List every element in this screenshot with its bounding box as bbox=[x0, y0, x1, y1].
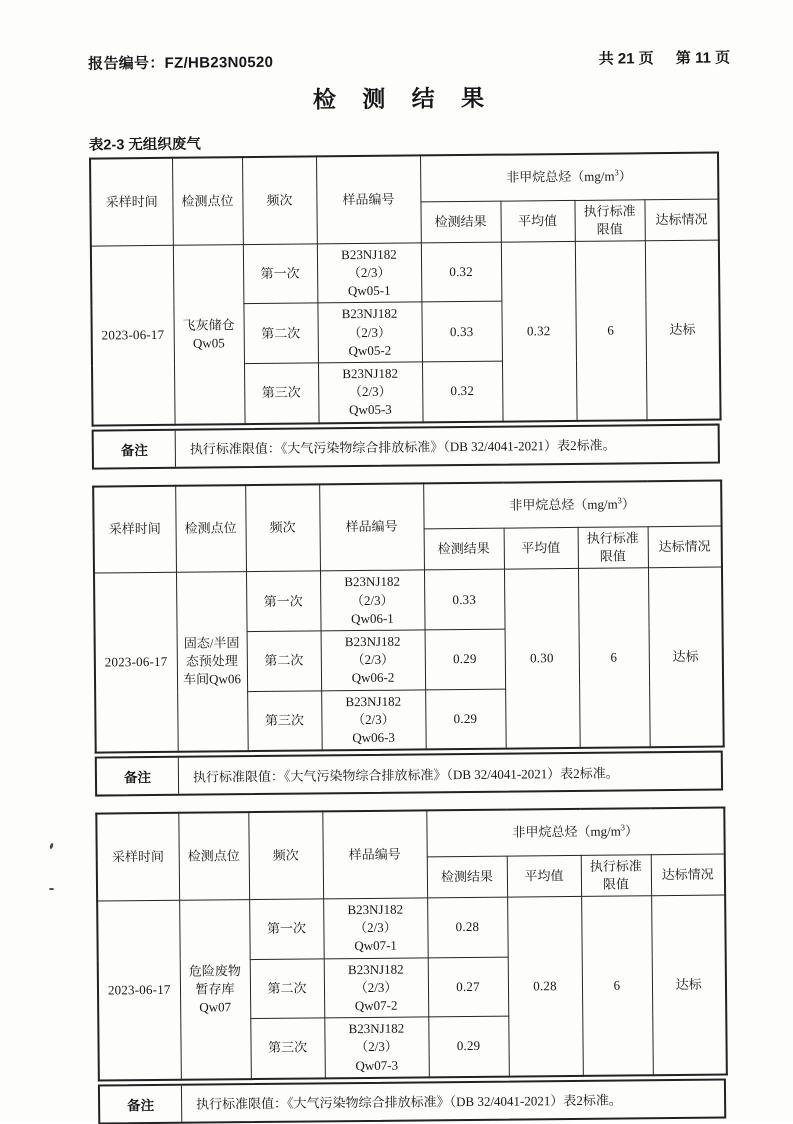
cell-point: 飞灰储仓Qw05 bbox=[173, 245, 245, 425]
cell-sample-no: B23NJ182（2/3） Qw06-3 bbox=[321, 689, 426, 750]
col-header-sample-no: 样品编号 bbox=[319, 483, 424, 571]
cell-frequency: 第一次 bbox=[249, 899, 324, 959]
col-header-average: 平均值 bbox=[500, 200, 574, 242]
page-title: 检 测 结 果 bbox=[312, 84, 495, 113]
nmhc-superscript: 3 bbox=[620, 822, 626, 833]
cell-point: 固态/半固态预处理车间Qw06 bbox=[176, 572, 248, 752]
table-row bbox=[94, 567, 723, 633]
cell-sample-no: B23NJ182（2/3） Qw07-2 bbox=[324, 957, 429, 1018]
nmhc-superscript: 3 bbox=[617, 494, 622, 505]
col-header-limit: 执行标准限值 bbox=[581, 854, 651, 896]
cell-sample-date: 2023-06-17 bbox=[94, 573, 178, 753]
cell-result: 0.28 bbox=[427, 897, 508, 957]
cell-frequency: 第三次 bbox=[247, 690, 322, 751]
note-label: 备注 bbox=[94, 430, 176, 467]
result-table-qw05 bbox=[89, 152, 722, 470]
nmhc-label-close: ） bbox=[621, 496, 636, 512]
cell-status: 达标 bbox=[648, 567, 724, 747]
col-header-nmhc-group bbox=[420, 153, 718, 202]
col-header-status: 达标情况 bbox=[644, 199, 718, 241]
cell-average: 0.32 bbox=[501, 241, 577, 421]
col-header-frequency: 频次 bbox=[242, 156, 317, 244]
col-header-frequency: 频次 bbox=[245, 484, 320, 572]
cell-sample-no: B23NJ182（2/3） Qw05-2 bbox=[317, 302, 422, 363]
cell-result: 0.27 bbox=[428, 957, 509, 1017]
table-header-row bbox=[90, 153, 718, 205]
report-number-value: FZ/HB23N0520 bbox=[164, 53, 274, 72]
cell-result: 0.29 bbox=[425, 629, 506, 689]
cell-limit: 6 bbox=[581, 896, 653, 1076]
col-header-point: 检测点位 bbox=[172, 157, 243, 245]
col-header-average: 平均值 bbox=[507, 855, 581, 897]
cell-result: 0.29 bbox=[425, 689, 506, 750]
note-text: 执行标准限值：《大气污染物综合排放标准》（DB 32/4041-2021）表2标准。 bbox=[196, 1092, 622, 1112]
cell-sample-no: B23NJ182（2/3） Qw07-1 bbox=[323, 898, 428, 959]
col-header-result: 检测结果 bbox=[420, 201, 500, 243]
nmhc-label: 非甲烷总烃（mg/m bbox=[506, 168, 615, 185]
nmhc-label: 非甲烷总烃（mg/m bbox=[512, 823, 621, 840]
col-header-nmhc-group bbox=[426, 808, 724, 857]
table-row bbox=[97, 895, 726, 961]
cell-result: 0.33 bbox=[421, 302, 502, 362]
col-header-point: 检测点位 bbox=[178, 812, 249, 900]
cell-result: 0.29 bbox=[428, 1016, 509, 1077]
col-header-point: 检测点位 bbox=[175, 485, 246, 573]
col-header-sample-no: 样品编号 bbox=[322, 811, 427, 899]
col-header-limit: 执行标准限值 bbox=[578, 527, 648, 569]
report-number-label: 报告编号： bbox=[88, 54, 165, 73]
cell-sample-no: B23NJ182（2/3） Qw07-3 bbox=[324, 1017, 429, 1078]
note-row bbox=[92, 423, 720, 469]
col-header-frequency: 频次 bbox=[248, 812, 323, 900]
table-row bbox=[91, 240, 720, 306]
col-header-sample-no: 样品编号 bbox=[316, 155, 421, 243]
cell-sample-date: 2023-06-17 bbox=[91, 245, 175, 425]
results-grid bbox=[89, 152, 722, 427]
col-header-result: 检测结果 bbox=[427, 856, 507, 898]
scan-speck bbox=[49, 843, 54, 850]
note-text: 执行标准限值：《大气污染物综合排放标准》（DB 32/4041-2021）表2标准。 bbox=[192, 765, 619, 785]
cell-result: 0.32 bbox=[422, 361, 503, 422]
pages-total: 共 21 页 bbox=[598, 50, 654, 68]
cell-result: 0.33 bbox=[424, 570, 505, 630]
table-caption: 表2-3 无组织废气 bbox=[88, 136, 201, 154]
cell-result: 0.32 bbox=[421, 242, 502, 302]
page-current: 第 11 页 bbox=[675, 49, 731, 67]
cell-status: 达标 bbox=[645, 240, 721, 420]
cell-sample-no: B23NJ182（2/3） Qw06-1 bbox=[320, 570, 425, 631]
note-row bbox=[98, 1078, 726, 1124]
cell-frequency: 第三次 bbox=[250, 1018, 325, 1079]
table-header-row bbox=[93, 480, 721, 532]
note-label: 备注 bbox=[100, 1085, 182, 1122]
cell-limit: 6 bbox=[575, 241, 647, 421]
report-number bbox=[88, 51, 273, 74]
cell-frequency: 第二次 bbox=[243, 303, 318, 363]
cell-limit: 6 bbox=[578, 568, 650, 748]
cell-frequency: 第二次 bbox=[250, 958, 325, 1018]
result-table-qw06 bbox=[92, 479, 725, 797]
col-header-result: 检测结果 bbox=[424, 528, 504, 570]
col-header-limit: 执行标准限值 bbox=[574, 199, 644, 241]
nmhc-label-close: ） bbox=[624, 823, 639, 839]
cell-frequency: 第二次 bbox=[247, 631, 322, 691]
col-header-sample-time: 采样时间 bbox=[90, 158, 173, 246]
col-header-status: 达标情况 bbox=[651, 854, 725, 896]
scan-speck bbox=[49, 888, 54, 890]
cell-average: 0.28 bbox=[507, 896, 583, 1076]
nmhc-superscript: 3 bbox=[614, 167, 619, 178]
nmhc-label: 非甲烷总烃（mg/m bbox=[509, 496, 618, 513]
result-table-qw07 bbox=[95, 807, 728, 1124]
cell-sample-no: B23NJ182（2/3） Qw05-3 bbox=[318, 362, 423, 423]
note-text: 执行标准限值：《大气污染物综合排放标准》（DB 32/4041-2021）表2标准。 bbox=[189, 437, 616, 457]
cell-sample-no: B23NJ182（2/3） Qw05-1 bbox=[317, 243, 422, 304]
cell-point: 危险废物暂存库Qw07 bbox=[179, 900, 251, 1080]
col-header-average: 平均值 bbox=[504, 527, 578, 569]
col-header-sample-time: 采样时间 bbox=[93, 485, 176, 573]
cell-average: 0.30 bbox=[504, 569, 580, 749]
cell-sample-date: 2023-06-17 bbox=[97, 900, 181, 1080]
cell-sample-no: B23NJ182（2/3） Qw06-2 bbox=[321, 630, 426, 691]
cell-frequency: 第一次 bbox=[246, 571, 321, 631]
results-grid bbox=[95, 807, 728, 1082]
note-label: 备注 bbox=[97, 758, 179, 795]
nmhc-label-close: ） bbox=[618, 168, 632, 184]
table-header-row bbox=[96, 808, 724, 860]
document-header bbox=[88, 46, 730, 73]
col-header-sample-time: 采样时间 bbox=[96, 813, 179, 901]
results-grid bbox=[92, 479, 725, 754]
page-content bbox=[88, 47, 731, 1124]
note-row bbox=[95, 751, 723, 797]
page-indicator bbox=[581, 46, 731, 68]
col-header-nmhc-group bbox=[423, 480, 721, 529]
cell-frequency: 第三次 bbox=[244, 363, 319, 424]
cell-frequency: 第一次 bbox=[243, 244, 318, 304]
cell-status: 达标 bbox=[651, 895, 727, 1075]
col-header-status: 达标情况 bbox=[648, 526, 722, 568]
